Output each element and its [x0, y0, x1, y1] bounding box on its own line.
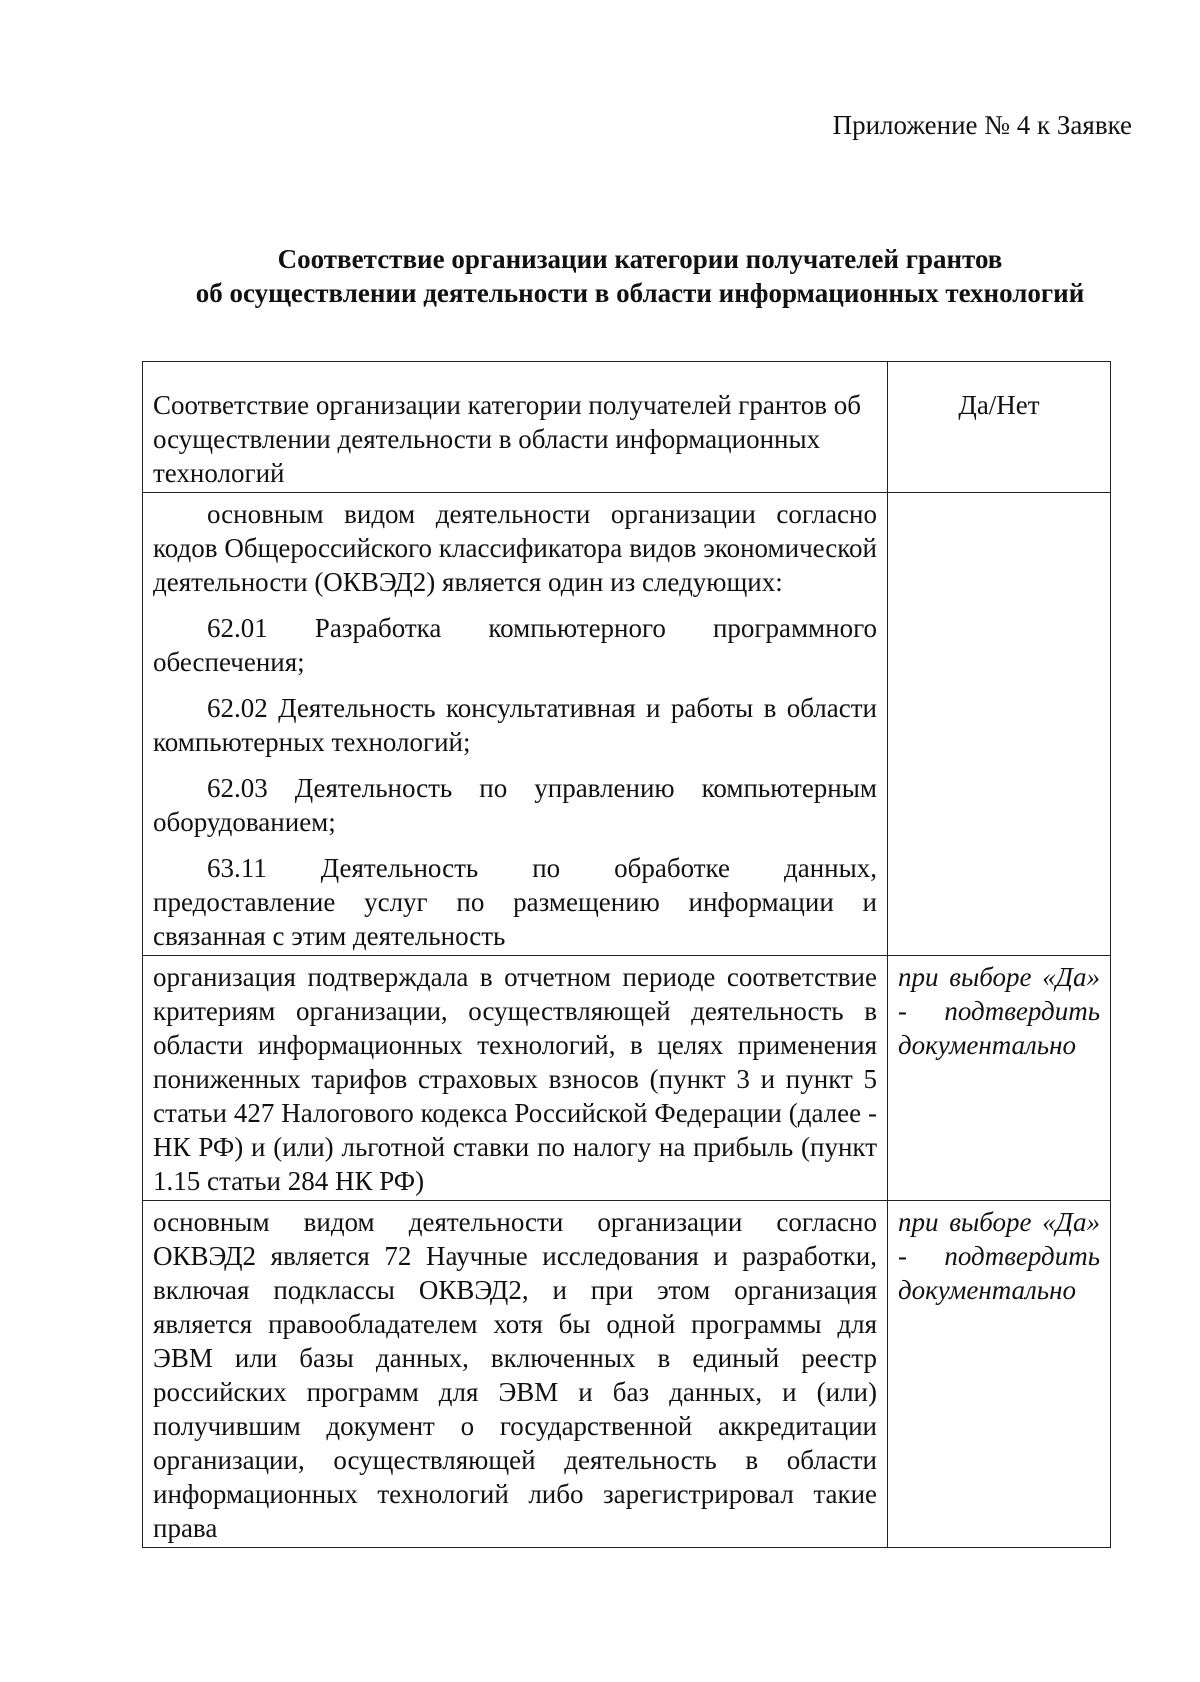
compliance-table	[142, 361, 1111, 1548]
criterion-cell: организация подтверждала в отчетном периоде соответствие критериям организации, осуществляющей деятельность в области информационных технологий, в целях применения пониженных тарифов страховых взносов (пункт 3 и пункт 5 статьи 427 Налогового кодекса Российской Федерации (далее - НК РФ) и (или) льготной ставки по налогу на прибыль (пункт 1.15 статьи 284 НК РФ)	[143, 956, 888, 1201]
title-line-1: Соответствие организации категории получателей грантов	[277, 244, 1003, 274]
okved-intro: основным видом деятельности организации согласно кодов Общероссийского классификатора видов экономической деятельности (ОКВЭД2) является один из следующих:	[153, 499, 877, 597]
criterion-header: Соответствие организации категории получателей грантов об осуществлении деятельности в области информационных технологий	[143, 362, 888, 493]
answer-header: Да/Нет	[888, 362, 1111, 493]
answer-cell[interactable]	[888, 493, 1111, 956]
answer-note: при выборе «Да» - подтвердить документально	[888, 956, 1111, 1201]
document-title	[150, 242, 1130, 310]
answer-note: при выборе «Да» - подтвердить документально	[888, 1201, 1111, 1548]
okved-code-item: 63.11 Деятельность по обработке данных, предоставление услуг по размещению информации и связанная с этим деятельность	[153, 853, 877, 951]
okved-code-item: 62.02 Деятельность консультативная и работы в области компьютерных технологий;	[153, 693, 877, 757]
okved-code-item: 62.03 Деятельность по управлению компьютерным оборудованием;	[153, 773, 877, 837]
okved-code-item: 62.01 Разработка компьютерного программного обеспечения;	[153, 613, 877, 677]
table-row	[143, 956, 1111, 1201]
table-row	[143, 493, 1111, 956]
table-row	[143, 1201, 1111, 1548]
title-line-2: об осуществлении деятельности в области информационных технологий	[195, 278, 1085, 308]
annex-label: Приложение № 4 к Заявке	[832, 110, 1132, 140]
table-header-row	[143, 362, 1111, 493]
criterion-cell: основным видом деятельности организации согласно ОКВЭД2 является 72 Научные исследования и разработки, включая подклассы ОКВЭД2, и при этом организация является правообладателем хотя бы одной программы для ЭВМ или базы данных, включенных в единый реестр российских программ для ЭВМ и баз данных, и (или) получившим документ о государственной аккредитации организации, осуществляющей деятельность в области информационных технологий либо зарегистрировал такие права	[143, 1201, 888, 1548]
criterion-cell	[143, 493, 888, 956]
